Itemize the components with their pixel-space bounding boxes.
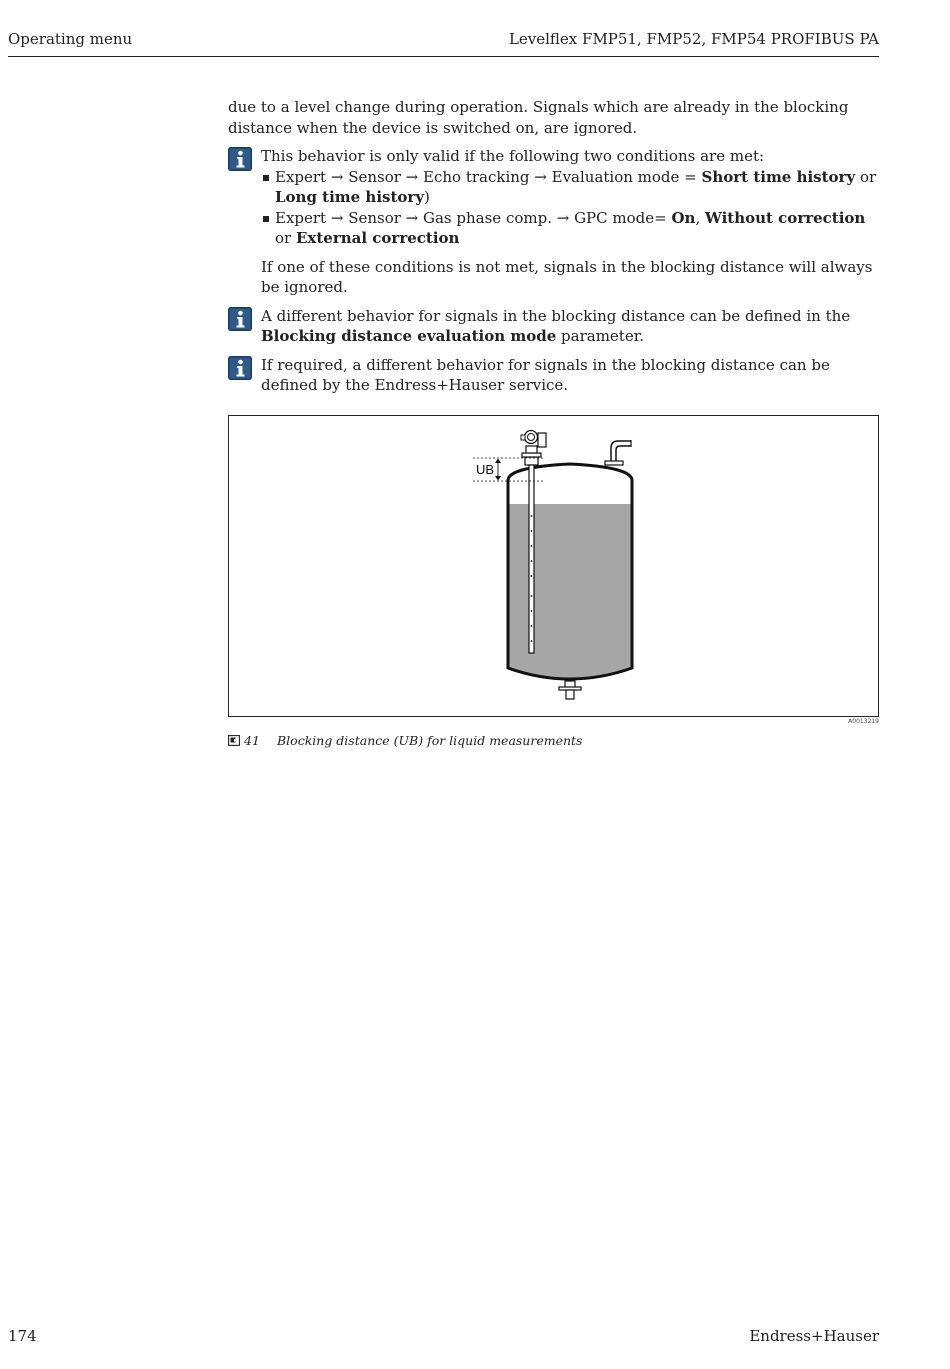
info-icon bbox=[228, 147, 252, 171]
figure-number: 41 bbox=[244, 733, 260, 748]
caption-text: Blocking distance (UB) for liquid measurements bbox=[277, 733, 583, 748]
ub-label: UB bbox=[476, 462, 495, 477]
menu-path: Expert → Sensor → Gas phase comp. → GPC mode= bbox=[275, 208, 672, 227]
page-number: 174 bbox=[8, 1327, 37, 1345]
option-value: Short time history bbox=[701, 167, 856, 186]
header-section-title: Operating menu bbox=[8, 30, 133, 48]
graphic-id: A0013219 bbox=[848, 718, 879, 725]
tank-diagram bbox=[229, 416, 878, 716]
footer-brand: Endress+Hauser bbox=[749, 1327, 879, 1345]
side-nozzle bbox=[605, 461, 623, 465]
conditions-list bbox=[261, 167, 879, 249]
info-icon bbox=[228, 307, 252, 331]
note-conditions bbox=[228, 146, 879, 298]
option-value: Long time history bbox=[275, 188, 425, 206]
figure-caption bbox=[228, 733, 582, 749]
figure-icon bbox=[228, 734, 240, 749]
note-lead: This behavior is only valid if the following two conditions are met: bbox=[261, 147, 765, 165]
note-text: A different behavior for signals in the blocking distance can be defined in the bbox=[261, 306, 851, 325]
header-product-title: Levelflex FMP51, FMP52, FMP54 PROFIBUS PA bbox=[508, 30, 879, 48]
header-divider bbox=[8, 56, 879, 57]
note-text: If required, a different behavior for signals in the blocking distance can be defined by the Endress+Hauser service. bbox=[261, 355, 830, 394]
option-value: On bbox=[671, 208, 696, 227]
transmitter-housing bbox=[526, 446, 537, 453]
note-text: parameter. bbox=[556, 327, 645, 345]
note-service bbox=[228, 355, 879, 396]
probe-rod bbox=[529, 465, 534, 653]
connector-text: or bbox=[275, 229, 296, 247]
note-followup: If one of these conditions is not met, signals in the blocking distance will always be ignored. bbox=[261, 257, 873, 296]
main-content bbox=[228, 97, 879, 396]
note-evaluation-mode bbox=[228, 306, 879, 347]
option-value: Without correction bbox=[705, 208, 866, 227]
connector-text: or bbox=[855, 167, 877, 186]
figure-frame bbox=[228, 415, 879, 717]
connector-text: ) bbox=[424, 188, 430, 206]
option-value: External correction bbox=[295, 229, 460, 247]
condition-item bbox=[261, 208, 879, 249]
connector-text: , bbox=[695, 208, 705, 227]
liquid-fill bbox=[508, 504, 632, 679]
parameter-name: Blocking distance evaluation mode bbox=[261, 327, 557, 345]
condition-item bbox=[261, 167, 879, 208]
intro-paragraph: due to a level change during operation. Signals which are already in the blocking distance when the device is switched on, are ignored. bbox=[228, 98, 849, 137]
info-icon bbox=[228, 356, 252, 380]
menu-path: Expert → Sensor → Echo tracking → Evaluation mode = bbox=[275, 167, 702, 186]
